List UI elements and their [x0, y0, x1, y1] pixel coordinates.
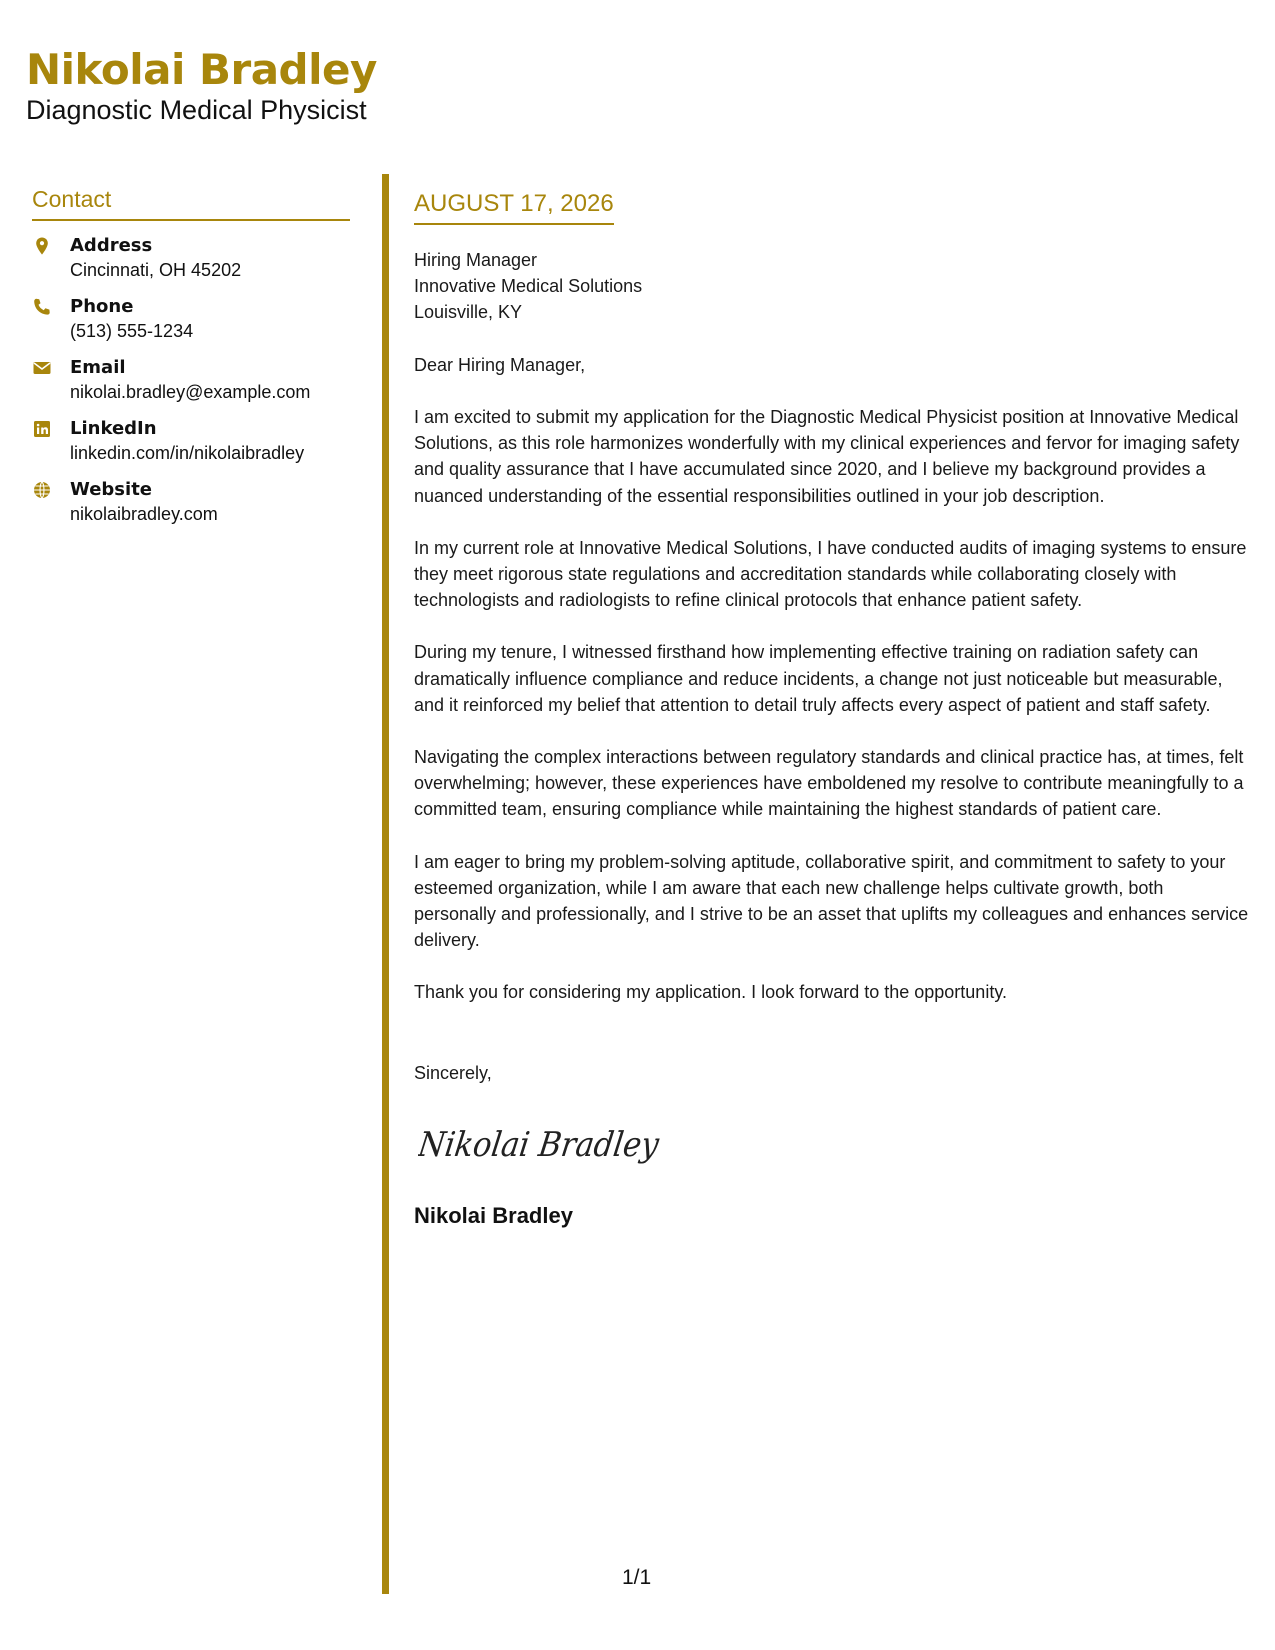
contact-label: Website [70, 479, 153, 500]
email-value[interactable]: nikolai.bradley@example.com [70, 382, 311, 402]
letter-paragraph: In my current role at Innovative Medical Solutions, I have conducted audits of imaging systems to ensure they meet rigorous state regulations and accreditation standards while collaborating closely with technologists and radiologists to refine clinical protocols that enhance patient safety. [414, 537, 1247, 611]
globe-icon [32, 478, 70, 526]
letter-date: AUGUST 17, 2026 [414, 190, 614, 225]
letter-paragraph: I am eager to bring my problem-solving aptitude, collaborative spirit, and commitment to safety to your esteemed organization, while I am aware that each new challenge helps cultivate growth, both personally and professionally, and I strive to be an asset that uplifts my colleagues and enhances service delivery. [414, 851, 1249, 951]
contact-label: Email [70, 357, 126, 378]
recipient-line: Louisville, KY [414, 302, 523, 322]
applicant-title: Diagnostic Medical Physicist [26, 95, 367, 126]
recipient-line: Innovative Medical Solutions [414, 276, 643, 296]
greeting: Dear Hiring Manager, [414, 355, 586, 375]
website-value[interactable]: nikolaibradley.com [70, 504, 218, 524]
contact-label: Phone [70, 296, 134, 317]
column-divider [382, 174, 389, 1594]
contact-label: Address [70, 235, 153, 256]
letter-body [414, 190, 1250, 1229]
letter-paragraph: During my tenure, I witnessed firsthand how implementing effective training on radiation safety can dramatically influence compliance and reduce incidents, a change not just noticeable but measurable, and it reinforced my belief that attention to detail truly affects every aspect of patient and staff safety. [414, 642, 1223, 715]
contact-sidebar [32, 186, 350, 526]
contact-item-website [32, 478, 350, 526]
letter-paragraph: Thank you for considering my application. I look forward to the opportunity. [414, 982, 1007, 1003]
linkedin-value[interactable]: linkedin.com/in/nikolaibradley [70, 443, 305, 463]
contact-item-phone [32, 295, 350, 343]
letter-paragraph: Navigating the complex interactions between regulatory standards and clinical practice has, at times, felt overwhelming; however, these experiences have emboldened my resolve to contribute meaningfully to a committed team, ensuring compliance while maintaining the highest standards of patient care. [414, 747, 1244, 820]
contact-label: LinkedIn [70, 418, 157, 439]
contact-item-address [32, 234, 350, 282]
address-value: Cincinnati, OH 45202 [70, 260, 242, 280]
page-number: 1/1 [622, 1566, 652, 1589]
contact-item-email [32, 356, 350, 404]
handwritten-signature [418, 1120, 1250, 1175]
letter-paragraph: I am excited to submit my application for the Diagnostic Medical Physicist position at Innovative Medical Solutions, as this role harmonizes wonderfully with my clinical experiences and fervor for imaging safety and quality assurance that I have accumulated since 2020, and I believe my background provides a nuanced understanding of the essential responsibilities outlined in your job description. [414, 407, 1240, 506]
map-pin-icon [32, 234, 70, 282]
contact-heading: Contact [32, 186, 350, 221]
header [26, 46, 377, 126]
envelope-icon [32, 356, 70, 404]
contact-item-linkedin [32, 417, 350, 465]
signed-name: Nikolai Bradley [414, 1202, 573, 1228]
phone-icon [32, 295, 70, 343]
closing: Sincerely, [414, 1062, 492, 1083]
applicant-name: Nikolai Bradley [26, 45, 377, 94]
recipient-line: Hiring Manager [414, 250, 538, 270]
recipient-block [414, 247, 1250, 325]
linkedin-icon [32, 417, 70, 465]
svg-text:Nikolai Bradley: Nikolai Bradley [418, 1124, 678, 1165]
phone-value[interactable]: (513) 555-1234 [70, 321, 194, 341]
